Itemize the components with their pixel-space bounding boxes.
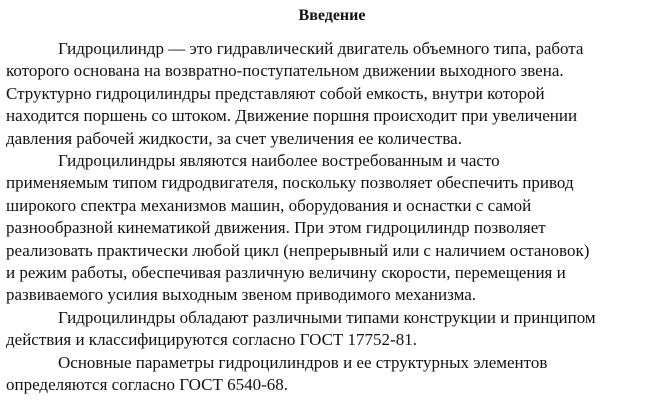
paragraph-line: которого основана на возвратно-поступательном движении выходного звена. (6, 61, 564, 81)
paragraph-line: Структурно гидроцилиндры представляют собой емкость, внутри которой (6, 83, 545, 103)
paragraph-4 (6, 352, 658, 397)
document-title: Введение (298, 7, 366, 24)
paragraph-3 (6, 307, 658, 352)
paragraph-line: широкого спектра механизмов машин, оборудования и оснастки с самой (6, 195, 532, 215)
paragraph-line: реализовать практически любой цикл (непрерывный или с наличием остановок) (6, 240, 590, 260)
paragraph-line: развиваемого усилия выходным звеном приводимого механизма. (6, 285, 477, 305)
paragraph-line: определяются согласно ГОСТ 6540-68. (6, 375, 288, 395)
paragraph-2 (6, 150, 658, 307)
paragraph-line: давления рабочей жидкости, за счет увеличения ее количества. (6, 128, 462, 148)
paragraph-line: находится поршень со штоком. Движение поршня происходит при увеличении (6, 106, 578, 126)
paragraph-line: действия и классифицируются согласно ГОСТ 17752-81. (6, 330, 417, 350)
paragraph-line: Основные параметры гидроцилиндров и ее структурных элементов (58, 352, 548, 372)
paragraph-line: применяемым типом гидродвигателя, поскольку позволяет обеспечить привод (6, 173, 574, 193)
paragraph-line: Гидроцилиндры обладают различными типами конструкции и принципом (58, 307, 596, 327)
paragraph-line: и режим работы, обеспечивая различную величину скорости, перемещения и (6, 263, 566, 283)
paragraph-line: Гидроцилиндры являются наиболее востребованным и часто (58, 151, 500, 171)
paragraph-line: разнообразной кинематикой движения. При этом гидроцилиндр позволяет (6, 218, 546, 238)
paragraph-line: Гидроцилиндр — это гидравлический двигатель объемного типа, работа (58, 39, 584, 58)
paragraph-1 (6, 38, 658, 150)
